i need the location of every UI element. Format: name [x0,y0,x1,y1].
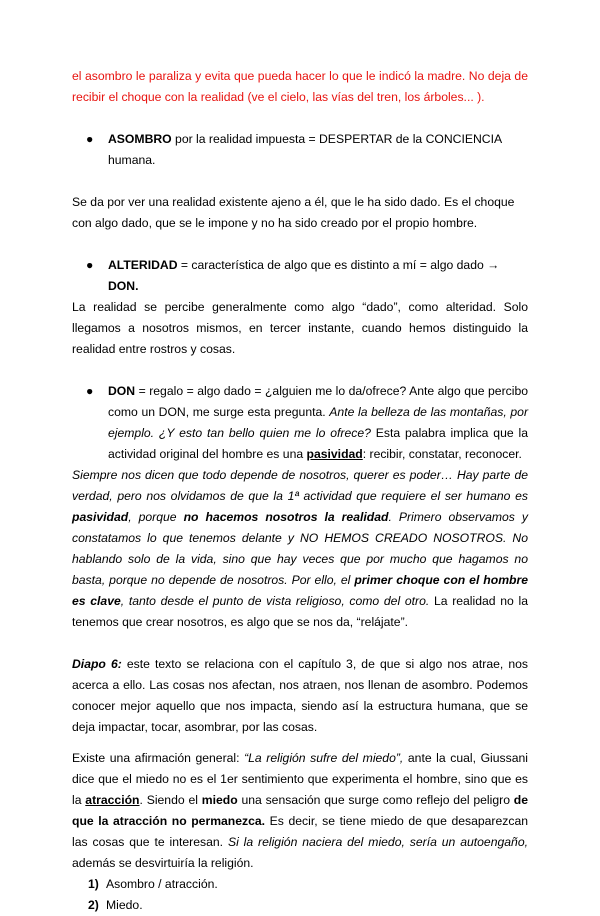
paragraph-diapo-6: Diapo 6: este texto se relaciona con el capítulo 3, de que si algo nos atrae, nos acerca a ello. Las cosas nos afectan, nos atraen, nos llenan de asombro. Podemos conocer mejor aquello que nos impacta, siendo así la estructura humana, que se deja impactar, tocar, asombrar, por las cosas. [72,657,529,734]
bullet-alteridad: ● ALTERIDAD = característica de algo que es distinto a mí = algo dado → DON. [72,255,528,297]
bullet-dot: ● [86,132,94,146]
term-pasividad: pasividad [306,447,363,461]
paragraph-pasividad: Siempre nos dicen que todo depende de nosotros, querer es poder… Hay parte de verdad, pero nos olvidamos de que la 1ª actividad que requiere el ser humano es pasividad, porque no hacemos nosotros la realidad. Primero observamos y constatamos lo que tenemos delante y NO HEMOS CREADO NOSOTROS. No hablando solo de la vida, sino que hay veces que por mucho que hagamos no basta, porque no depende de nosotros. Por ello, el primer choque con el hombre es clave, tanto desde el punto de vista religioso, como del otro. La realidad no la tenemos que crear nosotros, es algo que se nos da, “relájate”. [72,468,529,629]
paragraph-alteridad: La realidad se percibe generalmente como algo “dado”, como alteridad. Solo llegamos a nosotros mismos, en tercer instante, cuando hemos distinguido la realidad entre rostros y cosas. [72,300,528,356]
bullet-don: ● DON = regalo = algo dado = ¿alguien me lo da/ofrece? Ante algo que percibo como un DON, me surge esta pregunta. Ante la belleza de las montañas, por ejemplo. ¿Y esto tan bello quien me lo ofrece? Esta palabra implica que la actividad original del hombre es una pasividad: recibir, constatar, reconocer. [72,381,528,465]
paragraph-realidad-dada: Se da por ver una realidad existente ajeno a él, que le ha sido dado. Es el choque con algo dado, que se le impone y no ha sido creado por el propio hombre. [72,195,515,230]
term-atraccion: atracción [85,793,140,807]
paragraph-miedo-atraccion: Existe una afirmación general: “La religión sufre del miedo”, ante la cual, Giussani dice que el miedo no es el 1er sentimiento que experimenta el hombre, sino que es la atracción. Siendo el miedo una sensación que surge como reflejo del peligro de que la atracción no permanezca. Es decir, se tiene miedo de que desaparezcan las cosas que te interesan. Si la religión naciera del miedo, sería un autoengaño, además se desvirtuiría la religión. [72,751,529,870]
list-item: 2) Miedo. [88,898,143,912]
term-alteridad: ALTERIDAD [108,258,178,272]
intro-paragraph: el asombro le paraliza y evita que pueda hacer lo que le indicó la madre. No deja de recibir el choque con la realidad (ve el cielo, las vías del tren, los árboles... ). [72,69,528,104]
term-don: DON. [108,279,139,293]
term-don-def: DON [108,384,136,398]
document-page [72,66,528,916]
bullet-asombro: ● ASOMBRO por la realidad impuesta = DESPERTAR de la CONCIENCIA humana. [72,129,528,171]
list-item: 1) Asombro / atracción. [88,877,218,891]
term-miedo: miedo [201,793,238,807]
bullet-dot: ● [86,258,94,272]
term-asombro: ASOMBRO [108,132,172,146]
diapo-label: Diapo 6: [72,657,122,671]
bullet-dot: ● [86,384,94,398]
